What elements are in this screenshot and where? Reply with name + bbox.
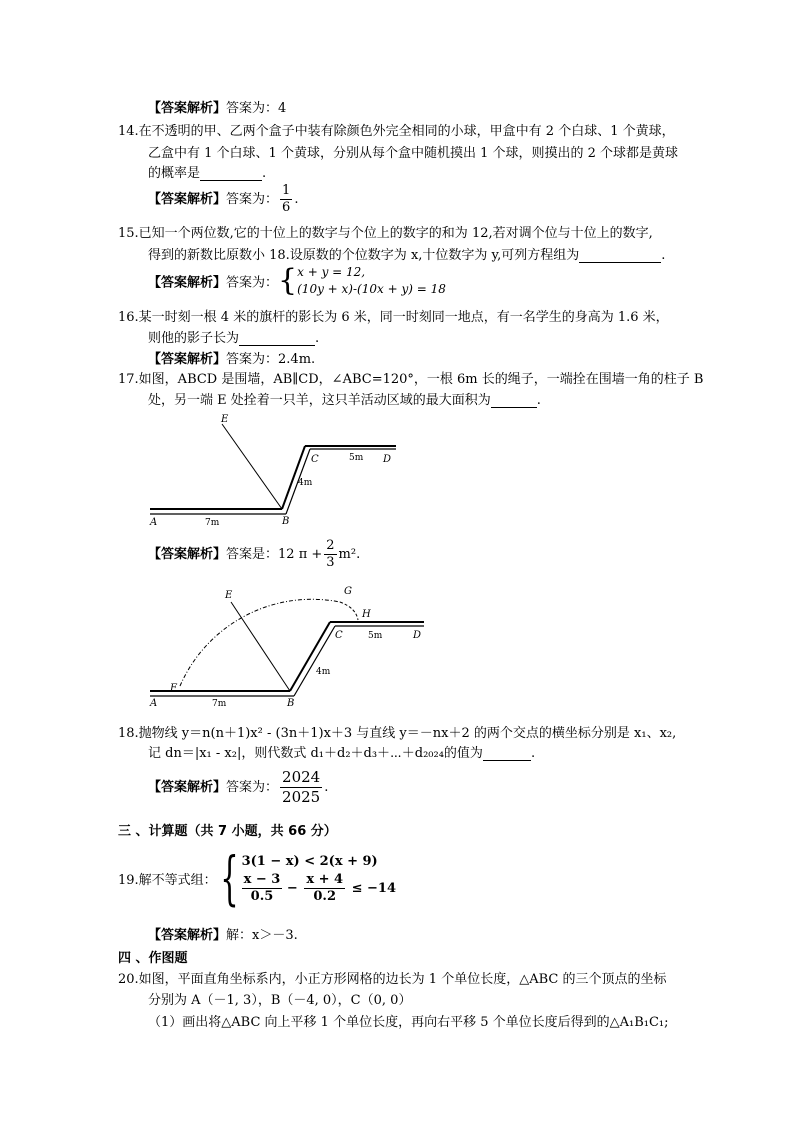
length-cd-2: 5m (368, 631, 383, 641)
fraction: $\frac{2024}{2025}$ (282, 768, 321, 806)
q15-line1: 15.已知一个两位数,它的十位上的数字与个位上的数字的和为 12,若对调个位与十位上的数字, (118, 226, 653, 241)
label-H: H (362, 609, 371, 620)
q14-line1: 14.在不透明的甲、乙两个盒子中装有除颜色外完全相同的小球，甲盒中有 2 个白球、1 个黄球， (118, 124, 675, 139)
section-3-title: 三 、计算题（共 7 小题，共 66 分） (118, 824, 337, 839)
label-D: D (383, 454, 392, 465)
label-C: C (311, 454, 319, 465)
q17-line1: 17.如图，ABCD 是围墙，AB∥CD，∠ABC=120°，一根 6m 长的绳子，一端拴在围墙一角的柱子 B (118, 372, 704, 387)
label-B-2: B (287, 698, 295, 709)
q14-line3: 的概率是 . (148, 166, 267, 181)
label-E: E (221, 414, 229, 425)
wall-lines (150, 424, 396, 514)
label-C-2: C (335, 630, 343, 641)
fraction: $\frac{1}{6}$ (282, 183, 291, 215)
wall-figure-2 (0, 580, 794, 710)
label-E-2: E (225, 590, 233, 601)
length-cd: 5m (349, 453, 364, 463)
q14-line2: 乙盒中有 1 个白球、1 个黄球，分别从每个盒中随机摸出 1 个球，则摸出的 2 个球都是黄球 (148, 146, 679, 161)
wall-figure-1 (0, 0, 794, 540)
q16-answer: 【答案解析】答案为：2.4m. (148, 352, 316, 367)
q20-line3: （1）画出将△ABC 向上平移 1 个单位长度，再向右平移 5 个单位长度后得到的△A₁B₁C₁; (148, 1015, 669, 1030)
left-brace: { (278, 263, 298, 298)
section-4-title: 四 、作图题 (118, 951, 188, 966)
q17-line2: 处，另一端 E 处拴着一只羊，这只羊活动区域的最大面积为 . (148, 393, 541, 408)
inequality-system: 3(1 − x) < 2(x + 9) $\frac{x - 3}{0.5}$ − $\frac{x + 4}{0.2}$ ≤ −14 (241, 853, 396, 904)
length-ab-2: 7m (212, 699, 227, 709)
length-bc: 4m (298, 478, 313, 488)
answer-blank (483, 748, 531, 761)
q17-answer: 【答案解析】答案是：12 π + $\frac{2}{3}$ m². (148, 538, 361, 570)
q18-line1: 18.抛物线 y＝n(n＋1)x² - (3n＋1)x＋3 与直线 y＝－nx＋2 的两个交点的横坐标分别是 x₁、x₂, (118, 726, 677, 741)
q16-line2: 则他的影子长为 . (148, 331, 320, 346)
q16-line1: 16.某一时刻一根 4 米的旗杆的影长为 6 米，同一时刻同一地点，有一名学生的身高为 1.6 米， (118, 310, 669, 325)
q14-answer: 【答案解析】答案为： $\frac{1}{6}$ . (148, 183, 299, 215)
length-ab: 7m (205, 518, 220, 528)
equation-system: x + y = 12, (10y + x)-(10x + y) = 18 (297, 265, 446, 296)
answer-text: 答案为：4 (226, 101, 287, 116)
q18-line2: 记 dn＝|x₁ - x₂|，则代数式 d₁＋d₂＋d₃＋⋯＋d₂₀₂₄的值为 . (148, 746, 536, 761)
label-A-2: A (150, 698, 158, 709)
label-G: G (344, 586, 352, 597)
left-brace: { (219, 844, 239, 912)
q20-line2: 分别为 A（－1, 3），B（－4, 0），C（0, 0） (148, 993, 412, 1008)
label-A: A (150, 517, 158, 528)
answer-label: 【答案解析】 (148, 101, 227, 116)
label-F: F (170, 683, 177, 694)
q19: 19.解不等式组：{ 3(1 − x) < 2(x + 9) $\frac{x - 3}{0.5}$ − $\frac{x + 4}{0.2}$ ≤ −14 (118, 844, 396, 912)
label-D-2: D (413, 630, 422, 641)
length-bc-2: 4m (316, 667, 331, 677)
fraction: $\frac{2}{3}$ (326, 538, 335, 570)
label-B: B (282, 516, 290, 527)
q19-answer: 【答案解析】解：x＞－3. (148, 928, 298, 943)
q15-line2: 得到的新数比原数小 18.设原数的个位数字为 x,十位数字为 y,可列方程组为 . (148, 248, 666, 263)
wall-lines-2 (150, 599, 424, 696)
q15-answer: 【答案解析】答案为：{ x + y = 12, (10y + x)-(10x + y) = 18 (148, 263, 446, 298)
q18-answer: 【答案解析】答案为： $\frac{2024}{2025}$ . (148, 768, 329, 806)
q20-line1: 20.如图，平面直角坐标系内，小正方形网格的边长为 1 个单位长度，△ABC 的三个顶点的坐标 (118, 972, 667, 987)
